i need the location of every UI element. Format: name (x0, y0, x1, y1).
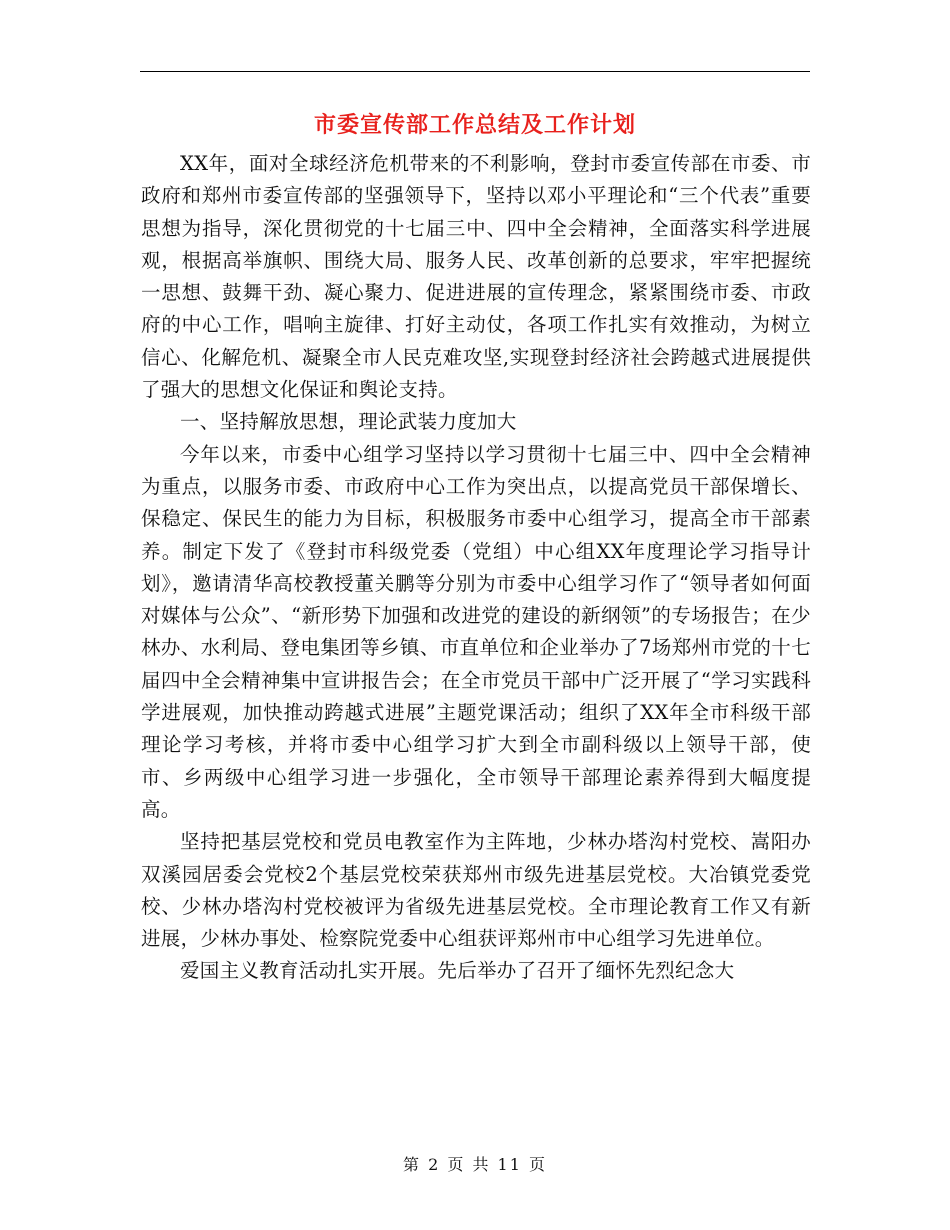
paragraph-intro: XX年，面对全球经济危机带来的不利影响，登封市委宣传部在市委、市政府和郑州市委宣传部的坚强领导下，坚持以邓小平理论和“三个代表”重要思想为指导，深化贯彻党的十七届三中、四中全会精神，全面落实科学进展观，根据高举旗帜、围绕大局、服务人民、改革创新的总要求，牢牢把握统一思想、鼓舞干劲、凝心聚力、促进进展的宣传理念，紧紧围绕市委、市政府的中心工作，唱响主旋律、打好主动仗，各项工作扎实有效推动，为树立信心、化解危机、凝聚全市人民克难攻坚,实现登封经济社会跨越式进展提供了强大的思想文化保证和舆论支持。 (141, 152, 811, 402)
page-number-footer: 第 2 页 共 11 页 (403, 1155, 547, 1174)
document-title: 市委宣传部工作总结及工作计划 (313, 112, 636, 138)
section-heading: 一、坚持解放思想，理论武装力度加大 (180, 410, 517, 434)
paragraph-theory-study: 今年以来，市委中心组学习坚持以学习贯彻十七届三中、四中全会精神为重点，以服务市委、市政府中心工作为突出点，以提高党员干部保增长、保稳定、保民生的能力为目标，积极服务市委中心组学习，提高全市干部素养。制定下发了《登封市科级党委（党组）中心组XX年度理论学习指导计划》，邀请清华高校教授董关鹏等分别为市委中心组学习作了“领导者如何面对媒体与公众”、“新形势下加强和改进党的建设的新纲领”的专场报告；在少林办、水利局、登电集团等乡镇、市直单位和企业举办了7场郑州市党的十七届四中全会精神集中宣讲报告会；在全市党员干部中广泛开展了“学习实践科学进展观，加快推动跨越式进展”主题党课活动；组织了XX年全市科级干部理论学习考核，并将市委中心组学习扩大到全市副科级以上领导干部，使市、乡两级中心组学习进一步强化，全市领导干部理论素养得到大幅度提高。 (141, 442, 811, 821)
document-body (141, 148, 811, 988)
paragraph-party-schools: 坚持把基层党校和党员电教室作为主阵地，少林办塔沟村党校、嵩阳办双溪园居委会党校2个基层党校荣获郑州市级先进基层党校。大冶镇党委党校、少林办塔沟村党校被评为省级先进基层党校。全市理论教育工作又有新进展，少林办事处、检察院党委中心组获评郑州市中心组学习先进单位。 (141, 830, 811, 951)
header-rule (140, 71, 810, 72)
paragraph-patriotic-education: 爱国主义教育活动扎实开展。先后举办了召开了缅怀先烈纪念大 (180, 959, 735, 983)
